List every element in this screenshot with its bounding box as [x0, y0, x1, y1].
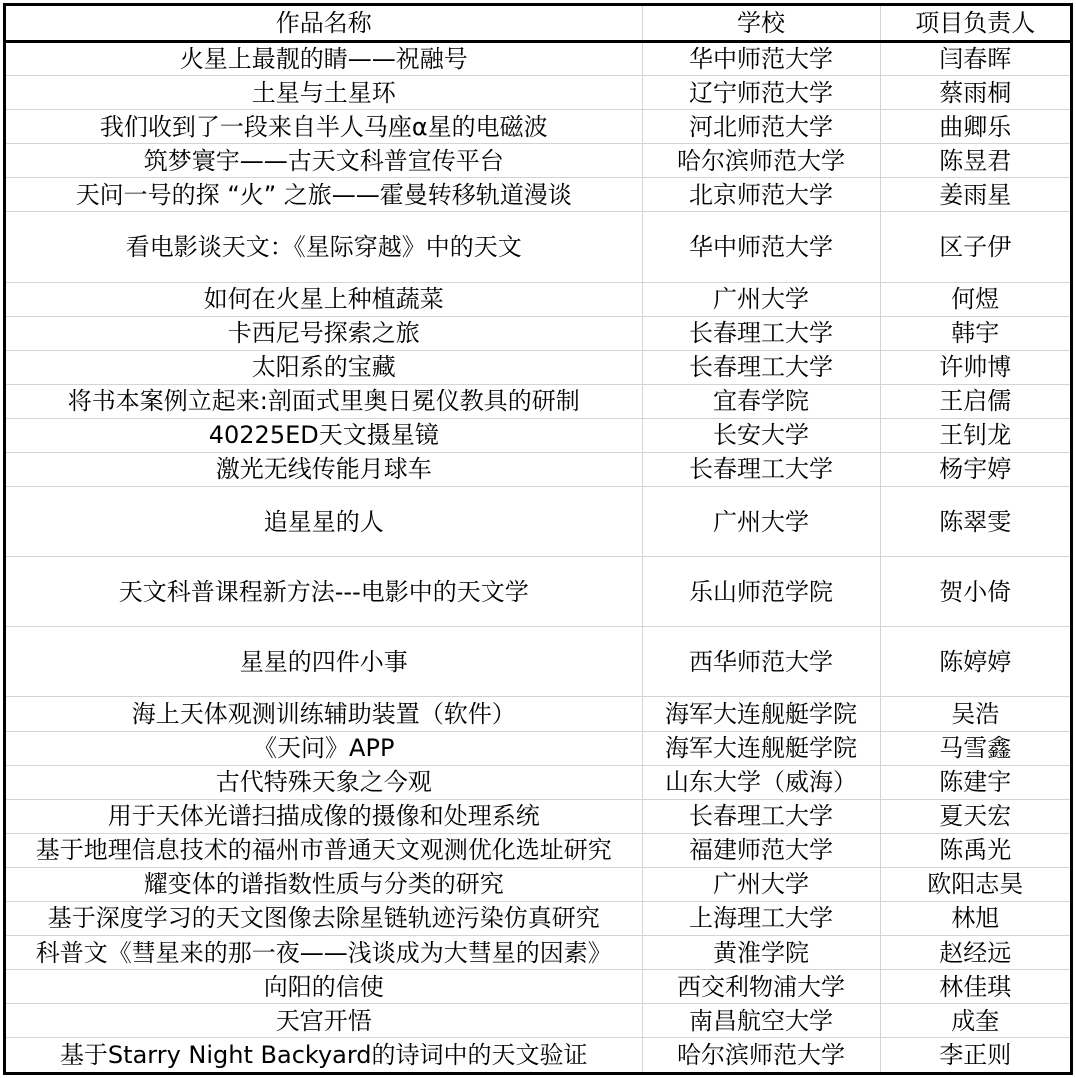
cell-school[interactable]: 上海理工大学	[642, 901, 880, 935]
cell-school[interactable]: 海军大连舰艇学院	[642, 697, 880, 731]
cell-project-name[interactable]: 如何在火星上种植蔬菜	[6, 282, 642, 316]
table-row	[6, 144, 1070, 178]
header-project-leader[interactable]: 项目负责人	[880, 6, 1070, 42]
table-row	[6, 384, 1070, 418]
cell-project-leader[interactable]: 陈翠雯	[880, 487, 1070, 557]
table-row	[6, 487, 1070, 557]
table-row	[6, 316, 1070, 350]
cell-project-leader[interactable]: 吴浩	[880, 697, 1070, 731]
cell-school[interactable]: 长春理工大学	[642, 316, 880, 350]
table-row	[6, 110, 1070, 144]
cell-project-leader[interactable]: 贺小倚	[880, 557, 1070, 627]
cell-project-leader[interactable]: 曲卿乐	[880, 110, 1070, 144]
cell-project-leader[interactable]: 杨宇婷	[880, 452, 1070, 486]
cell-project-name[interactable]: 火星上最靓的睛——祝融号	[6, 42, 642, 76]
cell-school[interactable]: 宜春学院	[642, 384, 880, 418]
cell-project-leader[interactable]: 王启儒	[880, 384, 1070, 418]
cell-project-name[interactable]: 激光无线传能月球车	[6, 452, 642, 486]
table-row	[6, 697, 1070, 731]
table-row	[6, 1004, 1070, 1038]
cell-project-name[interactable]: 天文科普课程新方法---电影中的天文学	[6, 557, 642, 627]
table-row	[6, 799, 1070, 833]
table-row	[6, 765, 1070, 799]
cell-school[interactable]: 长春理工大学	[642, 350, 880, 384]
cell-project-name[interactable]: 追星星的人	[6, 487, 642, 557]
cell-project-name[interactable]: 土星与土星环	[6, 76, 642, 110]
cell-school[interactable]: 华中师范大学	[642, 212, 880, 282]
cell-project-leader[interactable]: 何煜	[880, 282, 1070, 316]
table-row	[6, 418, 1070, 452]
cell-project-name[interactable]: 科普文《彗星来的那一夜——浅谈成为大彗星的因素》	[6, 936, 642, 970]
cell-project-name[interactable]: 将书本案例立起来:剖面式里奥日冕仪教具的研制	[6, 384, 642, 418]
cell-project-leader[interactable]: 闫春晖	[880, 42, 1070, 76]
table-row	[6, 178, 1070, 212]
cell-project-name[interactable]: 基于Starry Night Backyard的诗词中的天文验证	[6, 1038, 642, 1072]
cell-project-leader[interactable]: 李正则	[880, 1038, 1070, 1072]
cell-project-name[interactable]: 耀变体的谱指数性质与分类的研究	[6, 867, 642, 901]
header-school[interactable]: 学校	[642, 6, 880, 42]
cell-project-leader[interactable]: 成奎	[880, 1004, 1070, 1038]
table-row	[6, 833, 1070, 867]
cell-school[interactable]: 北京师范大学	[642, 178, 880, 212]
header-row	[6, 6, 1070, 42]
table-row	[6, 1038, 1070, 1072]
table-row	[6, 452, 1070, 486]
table-row	[6, 970, 1070, 1004]
cell-school[interactable]: 华中师范大学	[642, 42, 880, 76]
table-row	[6, 867, 1070, 901]
cell-project-leader[interactable]: 区子伊	[880, 212, 1070, 282]
cell-school[interactable]: 辽宁师范大学	[642, 76, 880, 110]
cell-project-leader[interactable]: 陈昱君	[880, 144, 1070, 178]
cell-project-leader[interactable]: 林旭	[880, 901, 1070, 935]
cell-project-name[interactable]: 天问一号的探 “火” 之旅——霍曼转移轨道漫谈	[6, 178, 642, 212]
cell-project-name[interactable]: 《天问》APP	[6, 731, 642, 765]
cell-school[interactable]: 广州大学	[642, 282, 880, 316]
cell-school[interactable]: 长安大学	[642, 418, 880, 452]
cell-project-name[interactable]: 基于地理信息技术的福州市普通天文观测优化选址研究	[6, 833, 642, 867]
table-row	[6, 212, 1070, 282]
cell-project-name[interactable]: 基于深度学习的天文图像去除星链轨迹污染仿真研究	[6, 901, 642, 935]
cell-project-leader[interactable]: 蔡雨桐	[880, 76, 1070, 110]
table-row	[6, 936, 1070, 970]
cell-school[interactable]: 乐山师范学院	[642, 557, 880, 627]
cell-school[interactable]: 长春理工大学	[642, 452, 880, 486]
header-project-name[interactable]: 作品名称	[6, 6, 642, 42]
cell-project-name[interactable]: 看电影谈天文：《星际穿越》中的天文	[6, 212, 642, 282]
cell-project-leader[interactable]: 姜雨星	[880, 178, 1070, 212]
cell-project-leader[interactable]: 马雪鑫	[880, 731, 1070, 765]
cell-project-name[interactable]: 用于天体光谱扫描成像的摄像和处理系统	[6, 799, 642, 833]
cell-school[interactable]: 广州大学	[642, 487, 880, 557]
cell-project-name[interactable]: 古代特殊天象之今观	[6, 765, 642, 799]
cell-project-name[interactable]: 向阳的信使	[6, 970, 642, 1004]
cell-school[interactable]: 西华师范大学	[642, 627, 880, 697]
cell-project-leader[interactable]: 许帅博	[880, 350, 1070, 384]
cell-school[interactable]: 黄淮学院	[642, 936, 880, 970]
cell-project-leader[interactable]: 赵经远	[880, 936, 1070, 970]
cell-project-name[interactable]: 太阳系的宝藏	[6, 350, 642, 384]
cell-project-name[interactable]: 我们收到了一段来自半人马座α星的电磁波	[6, 110, 642, 144]
cell-project-leader[interactable]: 夏天宏	[880, 799, 1070, 833]
table-row	[6, 350, 1070, 384]
table-row	[6, 42, 1070, 76]
cell-school[interactable]: 河北师范大学	[642, 110, 880, 144]
cell-project-name[interactable]: 筑梦寰宇——古天文科普宣传平台	[6, 144, 642, 178]
cell-project-leader[interactable]: 陈禹光	[880, 833, 1070, 867]
cell-school[interactable]: 西交利物浦大学	[642, 970, 880, 1004]
cell-project-name[interactable]: 卡西尼号探索之旅	[6, 316, 642, 350]
table-body	[6, 42, 1070, 1073]
cell-school[interactable]: 长春理工大学	[642, 799, 880, 833]
table-row	[6, 76, 1070, 110]
table-row	[6, 627, 1070, 697]
cell-school[interactable]: 海军大连舰艇学院	[642, 731, 880, 765]
cell-project-leader[interactable]: 陈婷婷	[880, 627, 1070, 697]
cell-school[interactable]: 哈尔滨师范大学	[642, 1038, 880, 1072]
cell-school[interactable]: 山东大学（威海）	[642, 765, 880, 799]
cell-project-leader[interactable]: 林佳琪	[880, 970, 1070, 1004]
table-row	[6, 731, 1070, 765]
cell-project-leader[interactable]: 欧阳志昊	[880, 867, 1070, 901]
cell-school[interactable]: 广州大学	[642, 867, 880, 901]
cell-project-name[interactable]: 海上天体观测训练辅助装置（软件）	[6, 697, 642, 731]
table-row	[6, 557, 1070, 627]
cell-project-name[interactable]: 星星的四件小事	[6, 627, 642, 697]
cell-school[interactable]: 哈尔滨师范大学	[642, 144, 880, 178]
cell-project-name[interactable]: 40225ED天文摄星镜	[6, 418, 642, 452]
award-list-table	[6, 6, 1070, 1072]
cell-project-leader[interactable]: 韩宇	[880, 316, 1070, 350]
cell-project-leader[interactable]: 陈建宇	[880, 765, 1070, 799]
cell-school[interactable]: 福建师范大学	[642, 833, 880, 867]
spreadsheet-table-frame	[3, 3, 1073, 1075]
table-row	[6, 282, 1070, 316]
cell-project-leader[interactable]: 王钊龙	[880, 418, 1070, 452]
cell-school[interactable]: 南昌航空大学	[642, 1004, 880, 1038]
cell-project-name[interactable]: 天宫开悟	[6, 1004, 642, 1038]
table-row	[6, 901, 1070, 935]
